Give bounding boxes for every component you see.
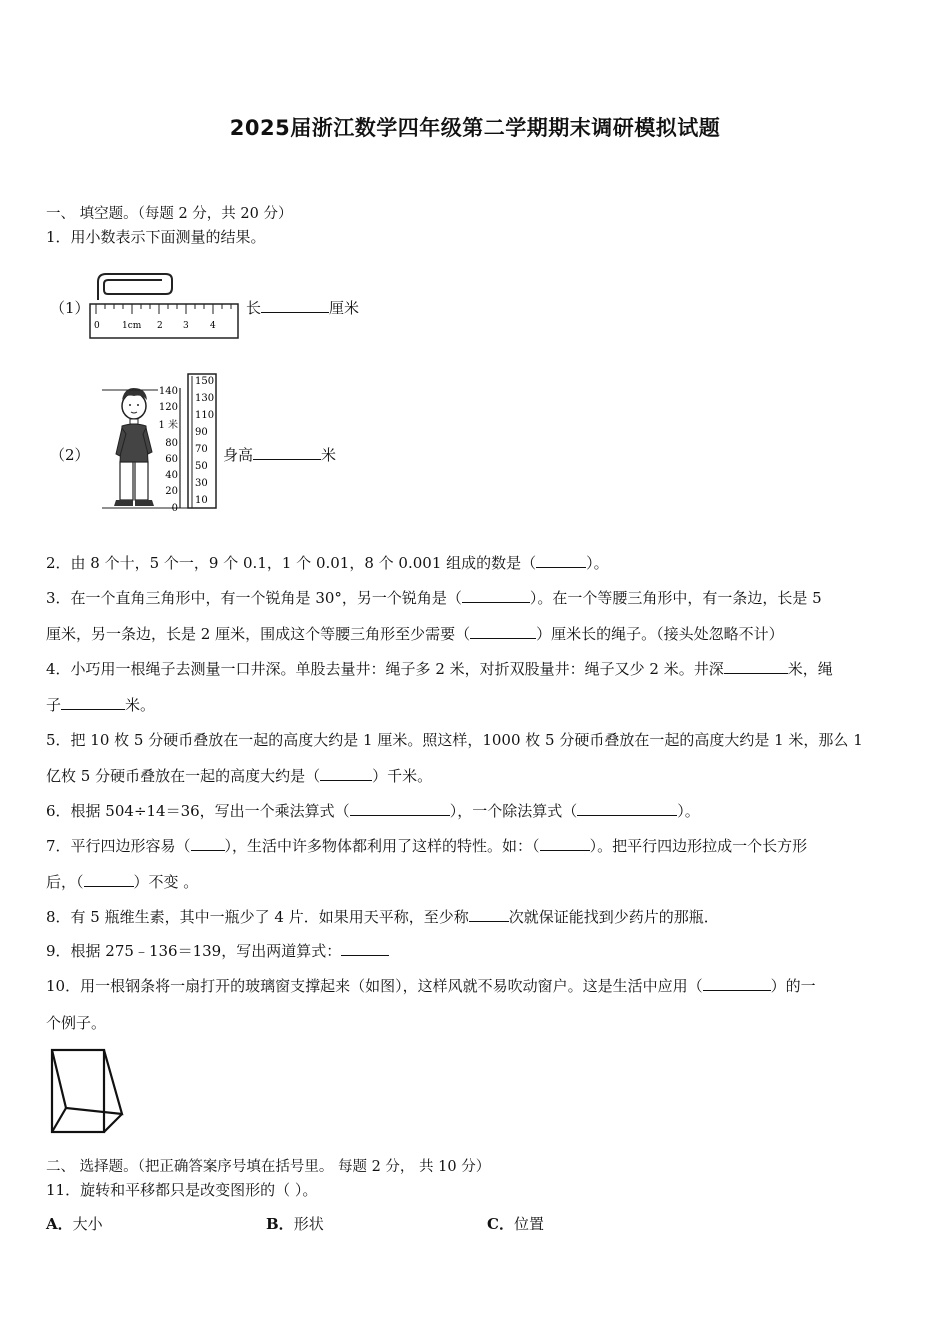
q5-text1: 亿枚 5 分硬币叠放在一起的高度大约是（ (46, 767, 321, 785)
q7-text4: 后，（ (46, 873, 84, 891)
q7-blank2[interactable] (540, 836, 590, 851)
q4-text1: 4．小巧用一根绳子去测量一口井深。单股去量井：绳子多 2 米，对折双股量井：绳子又少 2 米。井深 (46, 660, 724, 678)
q3-line1 (46, 587, 822, 609)
q1-part2-blank[interactable] (253, 445, 321, 460)
q8-text2: 次就保证能找到少药片的那瓶． (508, 908, 719, 926)
option-b-letter: B． (266, 1215, 294, 1233)
q6-text3: ）。 (677, 802, 700, 820)
q6-text2: ），一个除法算式（ (449, 802, 578, 820)
ruler-label-4: 4 (210, 321, 216, 331)
section1-heading: 一、 填空题。（每题 2 分，共 20 分） (46, 206, 293, 222)
paperclip-icon (98, 274, 172, 300)
scale-right-130: 130 (195, 393, 215, 404)
q6-blank1[interactable] (350, 801, 450, 816)
q7-blank1[interactable] (191, 836, 225, 851)
scale-right-50: 50 (195, 461, 208, 472)
q6-text1: 6．根据 504÷14＝36，写出一个乘法算式（ (46, 802, 350, 820)
q4-line1 (46, 658, 833, 680)
scale-left-60: 60 (165, 454, 178, 465)
option-c-letter: C． (487, 1215, 514, 1233)
q2-blank[interactable] (536, 553, 586, 568)
q4-blank2[interactable] (61, 695, 125, 710)
q7-line1 (46, 835, 807, 857)
q1-part1-answer (246, 297, 359, 319)
scale-right-30: 30 (195, 478, 208, 489)
q11-option-c[interactable] (487, 1213, 544, 1235)
page-title: 2025届浙江数学四年级第二学期期末调研模拟试题 (229, 116, 721, 140)
q10-text2: ）的一 (770, 977, 816, 995)
option-b-text: 形状 (293, 1215, 324, 1233)
boy-figure-icon (114, 388, 154, 506)
q7-text5: ）不变 。 (133, 873, 199, 891)
q2-text: 2．由 8 个十，5 个一，9 个 0.1，1 个 0.01，8 个 0.001 组成的数是（ (46, 554, 537, 572)
window-icon (52, 1050, 122, 1132)
q3-text3: 厘米，另一条边，长是 2 厘米，围成这个等腰三角形至少需要（ (46, 625, 471, 643)
q2 (46, 552, 609, 574)
q10-blank[interactable] (703, 976, 771, 991)
left-scale-labels (158, 386, 178, 514)
q8-text1: 8．有 5 瓶维生素，其中一瓶少了 4 片．如果用天平称，至少称 (46, 908, 469, 926)
q3-blank2[interactable] (470, 624, 536, 639)
scale-left-120: 120 (158, 402, 178, 413)
q4-blank1[interactable] (724, 659, 788, 674)
scale-left-0: 0 (171, 503, 178, 514)
scale-left-1m: 1 米 (158, 420, 178, 431)
ruler-label-0: 0 (94, 321, 100, 331)
q6 (46, 800, 700, 822)
option-c-text: 位置 (513, 1215, 544, 1233)
q10-line2: 个例子。 (46, 1014, 107, 1032)
q8-blank[interactable] (469, 907, 509, 922)
scale-right-10: 10 (195, 495, 208, 506)
scale-left-40: 40 (165, 470, 178, 481)
scale-left-20: 20 (165, 486, 178, 497)
q1-part2-suffix: 米 (321, 446, 337, 464)
q3-line2 (46, 623, 784, 645)
scale-right-70: 70 (195, 444, 208, 455)
q3-text1: 3．在一个直角三角形中，有一个锐角是 30°，另一个锐角是（ (46, 589, 462, 607)
q1-part1-prefix: 长 (246, 299, 262, 317)
scale-left-80: 80 (165, 438, 178, 449)
q1-part1-suffix: 厘米 (329, 299, 360, 317)
q3-blank1[interactable] (462, 588, 530, 603)
window-prop-figure (48, 1046, 128, 1136)
scale-left-140: 140 (158, 386, 178, 397)
q4-line2 (46, 694, 155, 716)
q4-text2: 米，绳 (787, 660, 833, 678)
q7-text3: ）。把平行四边形拉成一个长方形 (589, 837, 808, 855)
q4-text3: 子 (46, 696, 62, 714)
q11-option-a[interactable] (46, 1213, 103, 1235)
q6-blank2[interactable] (577, 801, 677, 816)
q1-part2-answer (223, 444, 336, 466)
ruler-paperclip-figure (88, 268, 244, 344)
q1-part1-blank[interactable] (261, 298, 329, 313)
ruler-label-2: 2 (157, 321, 163, 331)
q7-text1: 7．平行四边形容易（ (46, 837, 191, 855)
q7-line2 (46, 871, 198, 893)
q8 (46, 906, 719, 928)
q9 (46, 940, 389, 962)
q1-part2-label: （2） (50, 446, 90, 464)
q5-blank[interactable] (320, 766, 372, 781)
q9-blank[interactable] (341, 941, 389, 956)
q7-text2: ），生活中许多物体都利用了这样的特性。如：（ (224, 837, 540, 855)
option-a-text: 大小 (72, 1215, 103, 1233)
q3-text4: ）厘米长的绳子。（接头处忽略不计） (536, 625, 784, 643)
ruler-label-3: 3 (183, 321, 189, 331)
option-a-letter: A． (46, 1215, 73, 1233)
q9-text: 9．根据 275﹣136＝139，写出两道算式： (46, 942, 342, 960)
q5-line1: 5．把 10 枚 5 分硬币叠放在一起的高度大约是 1 厘米。照这样，1000 枚 5 分硬币叠放在一起的高度大约是 1 米，那么 1 (46, 731, 863, 749)
q11-text: 11．旋转和平移都只是改变图形的（ ）。 (46, 1181, 318, 1199)
q3-text2: ）。在一个等腰三角形中，有一条边，长是 5 (529, 589, 822, 607)
q1-part1-label: （1） (50, 299, 90, 317)
section2-heading: 二、 选择题。（把正确答案序号填在括号里。 每题 2 分， 共 10 分） (46, 1159, 491, 1175)
q7-blank3[interactable] (84, 872, 134, 887)
scale-right-90: 90 (195, 427, 208, 438)
q1-text: 1．用小数表示下面测量的结果。 (46, 228, 266, 246)
q10-line1 (46, 975, 816, 997)
q4-text4: 米。 (125, 696, 156, 714)
q5-text2: ）千米。 (372, 767, 433, 785)
scale-right-150: 150 (195, 376, 215, 387)
q5-line2 (46, 765, 432, 787)
ruler-label-1: 1cm (122, 321, 142, 331)
q10-text1: 10．用一根钢条将一扇打开的玻璃窗支撑起来（如图），这样风就不易吹动窗户。这是生活中应用（ (46, 977, 703, 995)
q11-option-b[interactable] (266, 1213, 324, 1235)
q1-part2-prefix: 身高 (223, 446, 254, 464)
scale-right-110: 110 (195, 410, 215, 421)
q2-end: ）。 (586, 554, 609, 572)
height-measure-figure (98, 372, 220, 516)
